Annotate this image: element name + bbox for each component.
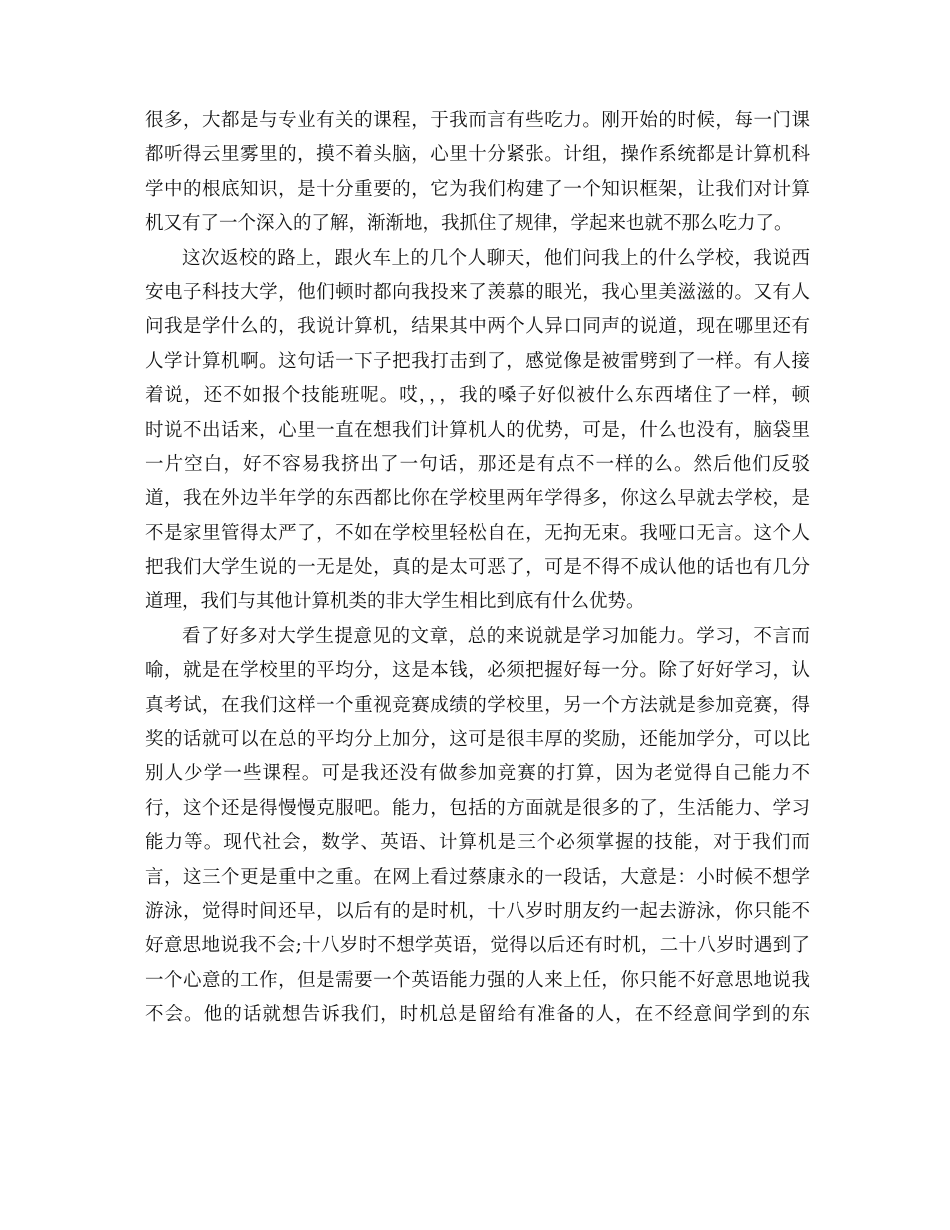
text-line: 道理，我们与其他计算机类的非大学生相比到底有什么优势。 [145,591,645,613]
text-line: 不是家里管得太严了，不如在学校里轻松自在，无拘无束。我哑口无言。这个人 [145,522,810,544]
text-line: 这次返校的路上，跟火车上的几个人聊天，他们问我上的什么学校，我说西 [182,247,810,269]
text-line: 喻，就是在学校里的平均分，这是本钱，必须把握好每一分。除了好好学习，认 [145,660,810,682]
body-text [145,104,810,1033]
text-line: 看了好多对大学生提意见的文章，总的来说就是学习加能力。学习，不言而 [182,625,810,647]
text-line: 不会。他的话就想告诉我们，时机总是留给有准备的人，在不经意间学到的东 [145,1004,810,1026]
text-line: 道，我在外边半年学的东西都比你在学校里两年学得多，你这么早就去学校，是 [145,488,810,510]
text-line: 行，这个还是得慢慢克服吧。能力，包括的方面就是很多的了，生活能力、学习 [145,797,810,819]
text-line: 真考试，在我们这样一个重视竞赛成绩的学校里，另一个方法就是参加竞赛，得 [145,694,810,716]
text-line: 好意思地说我不会;十八岁时不想学英语，觉得以后还有时机，二十八岁时遇到了 [145,935,810,957]
text-line: 机又有了一个深入的了解，渐渐地，我抓住了规律，学起来也就不那么吃力了。 [145,213,793,235]
paragraph [145,620,810,1033]
text-line: 时说不出话来，心里一直在想我们计算机人的优势，可是，什么也没有，脑袋里 [145,419,810,441]
paragraph [145,104,810,242]
text-line: 游泳，觉得时间还早，以后有的是时机，十八岁时朋友约一起去游泳，你只能不 [145,900,810,922]
text-line: 学中的根底知识，是十分重要的，它为我们构建了一个知识框架，让我们对计算 [145,178,810,200]
text-line: 把我们大学生说的一无是处，真的是太可恶了，可是不得不成认他的话也有几分 [145,557,810,579]
paragraph [145,242,810,620]
text-line: 奖的话就可以在总的平均分上加分，这可是很丰厚的奖励，还能加学分，可以比 [145,729,810,751]
text-line: 一片空白，好不容易我挤出了一句话，那还是有点不一样的么。然后他们反驳 [145,453,810,475]
text-line: 人学计算机啊。这句话一下子把我打击到了，感觉像是被雷劈到了一样。有人接 [145,350,810,372]
text-line: 着说，还不如报个技能班呢。哎，，，我的嗓子好似被什么东西堵住了一样，顿 [145,385,810,407]
text-line: 别人少学一些课程。可是我还没有做参加竞赛的打算，因为老觉得自己能力不 [145,763,810,785]
text-line: 安电子科技大学，他们顿时都向我投来了羡慕的眼光，我心里美滋滋的。又有人 [145,281,810,303]
text-line: 能力等。现代社会，数学、英语、计算机是三个必须掌握的技能，对于我们而 [145,832,810,854]
text-line: 很多，大都是与专业有关的课程，于我而言有些吃力。刚开始的时候，每一门课 [145,110,810,131]
text-line: 一个心意的工作，但是需要一个英语能力强的人来上任，你只能不好意思地说我 [145,969,810,991]
text-line: 都听得云里雾里的，摸不着头脑，心里十分紧张。计组，操作系统都是计算机科 [145,144,810,166]
text-line: 问我是学什么的，我说计算机，结果其中两个人异口同声的说道，现在哪里还有 [145,316,810,338]
text-line: 言，这三个更是重中之重。在网上看过蔡康永的一段话，大意是：小时候不想学 [145,866,810,888]
